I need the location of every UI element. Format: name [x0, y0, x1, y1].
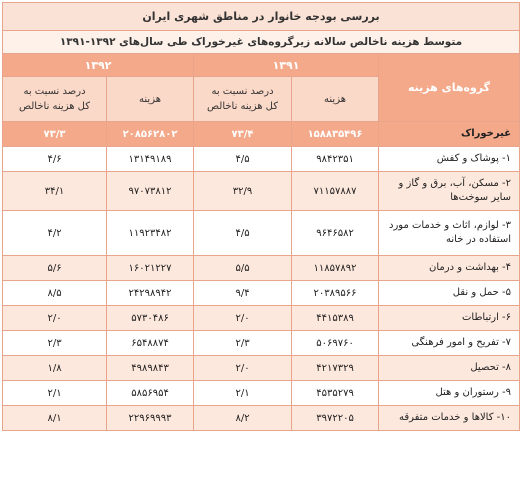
report-subtitle: متوسط هزینه ناخالص سالانه زیرگروه‌های غیرخوراک طی سال‌های ۱۳۹۲-۱۳۹۱ — [3, 31, 520, 54]
year-1392-header: ۱۳۹۲ — [3, 54, 194, 77]
percent-header-line1: درصد نسبت به — [23, 86, 86, 97]
group-column-header: گروه‌های هزینه — [379, 54, 520, 122]
table-row — [3, 331, 520, 356]
pct-1392-cell: ۷۳/۳ — [3, 122, 107, 147]
cost-1391-cell: ۲۰۳۸۹۵۶۶ — [292, 281, 379, 306]
group-cell: ۹- رستوران و هتل — [379, 381, 520, 406]
group-cell: ۳- لوازم، اثاث و خدمات مورد استفاده در خانه — [379, 211, 520, 256]
pct-1391-cell: ۲/۳ — [194, 331, 292, 356]
cost-1391-cell: ۱۱۸۵۷۸۹۲ — [292, 256, 379, 281]
table-row — [3, 147, 520, 172]
pct-1392-cell: ۸/۵ — [3, 281, 107, 306]
year-header-row — [3, 54, 520, 77]
cost-1391-cell: ۳۹۷۲۲۰۵ — [292, 406, 379, 431]
report-title: بررسی بودجه خانوار در مناطق شهری ایران — [3, 3, 520, 31]
group-cell: ۸- تحصیل — [379, 356, 520, 381]
cost-1391-cell: ۴۲۱۷۳۲۹ — [292, 356, 379, 381]
percent-header-line1: درصد نسبت به — [211, 86, 274, 97]
pct-1392-cell: ۴/۲ — [3, 211, 107, 256]
table-row — [3, 306, 520, 331]
pct-1392-cell: ۳۴/۱ — [3, 172, 107, 211]
table-row — [3, 281, 520, 306]
cost-1392-cell: ۹۷۰۷۳۸۱۲ — [107, 172, 194, 211]
subtitle-row — [3, 31, 520, 54]
table-row — [3, 256, 520, 281]
pct-1391-cell: ۹/۴ — [194, 281, 292, 306]
title-row — [3, 3, 520, 31]
pct-1391-cell: ۷۳/۴ — [194, 122, 292, 147]
percent-header-line2: کل هزینه ناخالص — [207, 101, 279, 112]
cost-1392-cell: ۱۱۹۲۳۴۸۲ — [107, 211, 194, 256]
group-cell: ۲- مسکن، آب، برق و گاز و سایر سوخت‌ها — [379, 172, 520, 211]
group-cell: ۶- ارتباطات — [379, 306, 520, 331]
table-row — [3, 211, 520, 256]
cost-1391-cell: ۹۶۴۶۵۸۲ — [292, 211, 379, 256]
cost-1391-cell: ۴۵۳۵۲۷۹ — [292, 381, 379, 406]
table-row — [3, 381, 520, 406]
table-row — [3, 406, 520, 431]
cost-1392-cell: ۵۷۳۰۴۸۶ — [107, 306, 194, 331]
table-row — [3, 172, 520, 211]
pct-1392-cell: ۴/۶ — [3, 147, 107, 172]
cost-1391-cell: ۷۱۱۵۷۸۸۷ — [292, 172, 379, 211]
table-row — [3, 122, 520, 147]
percent-1391-header — [194, 77, 292, 122]
pct-1391-cell: ۸/۲ — [194, 406, 292, 431]
table-row — [3, 356, 520, 381]
group-cell: ۴- بهداشت و درمان — [379, 256, 520, 281]
year-1391-header: ۱۳۹۱ — [194, 54, 379, 77]
cost-1392-cell: ۲۰۸۵۶۲۸۰۲ — [107, 122, 194, 147]
cost-1392-cell: ۲۲۹۶۹۹۹۳ — [107, 406, 194, 431]
cost-1392-cell: ۱۳۱۴۹۱۸۹ — [107, 147, 194, 172]
budget-table-container — [2, 2, 519, 496]
group-cell: ۱۰- کالاها و خدمات متفرقه — [379, 406, 520, 431]
pct-1391-cell: ۴/۵ — [194, 147, 292, 172]
group-cell: ۷- تفریح و امور فرهنگی — [379, 331, 520, 356]
cost-1392-cell: ۴۹۸۹۸۴۳ — [107, 356, 194, 381]
pct-1392-cell: ۲/۱ — [3, 381, 107, 406]
pct-1391-cell: ۳۲/۹ — [194, 172, 292, 211]
cost-1392-cell: ۶۵۴۸۸۷۴ — [107, 331, 194, 356]
cost-1392-cell: ۲۴۲۹۸۹۴۲ — [107, 281, 194, 306]
cost-1391-cell: ۵۰۶۹۷۶۰ — [292, 331, 379, 356]
cost-1391-cell: ۱۵۸۸۳۵۴۹۶ — [292, 122, 379, 147]
cost-1391-cell: ۴۴۱۵۳۸۹ — [292, 306, 379, 331]
pct-1391-cell: ۲/۰ — [194, 356, 292, 381]
pct-1391-cell: ۲/۱ — [194, 381, 292, 406]
group-cell: غیرخوراک — [379, 122, 520, 147]
cost-1391-cell: ۹۸۴۲۳۵۱ — [292, 147, 379, 172]
cost-1392-cell: ۱۶۰۲۱۲۲۷ — [107, 256, 194, 281]
pct-1392-cell: ۲/۰ — [3, 306, 107, 331]
cost-1392-header: هزینه — [107, 77, 194, 122]
pct-1391-cell: ۲/۰ — [194, 306, 292, 331]
percent-header-line2: کل هزینه ناخالص — [19, 101, 91, 112]
pct-1392-cell: ۲/۳ — [3, 331, 107, 356]
pct-1391-cell: ۴/۵ — [194, 211, 292, 256]
pct-1392-cell: ۱/۸ — [3, 356, 107, 381]
cost-1392-cell: ۵۸۵۶۹۵۴ — [107, 381, 194, 406]
cost-1391-header: هزینه — [292, 77, 379, 122]
group-cell: ۵- حمل و نقل — [379, 281, 520, 306]
pct-1392-cell: ۵/۶ — [3, 256, 107, 281]
pct-1392-cell: ۸/۱ — [3, 406, 107, 431]
percent-1392-header — [3, 77, 107, 122]
budget-table — [2, 2, 520, 431]
pct-1391-cell: ۵/۵ — [194, 256, 292, 281]
group-cell: ۱- پوشاک و کفش — [379, 147, 520, 172]
